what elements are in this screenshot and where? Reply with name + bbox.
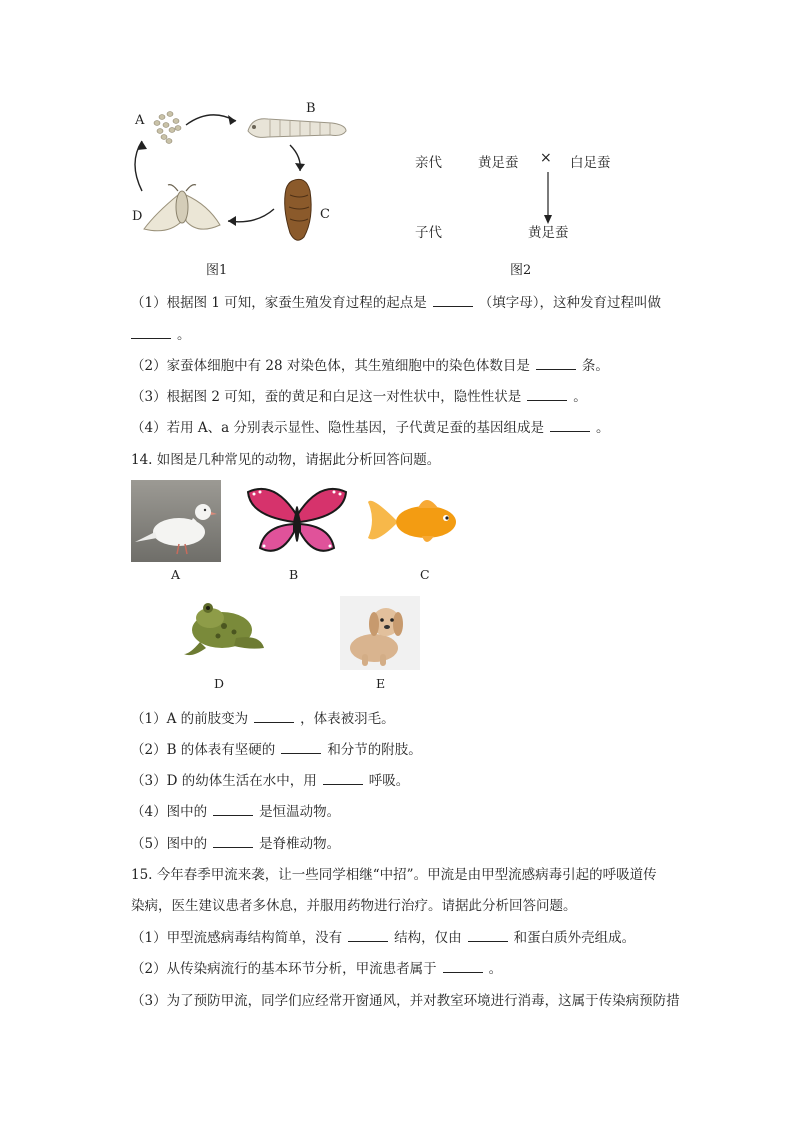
answer-blank[interactable] — [254, 710, 294, 723]
animal-label-e: E — [376, 676, 386, 691]
q13-part1-cont: 。 — [131, 323, 191, 343]
cross-sign: × — [540, 150, 552, 166]
parent-generation-label: 亲代 — [415, 155, 442, 171]
q14-title: 14. 如图是几种常见的动物，请据此分析回答问题。 — [131, 452, 441, 468]
figure-2-caption: 图2 — [510, 263, 532, 278]
q15-title-line1: 15. 今年春季甲流来袭，让一些同学相继“中招”。甲流是由甲型流感病毒引起的呼吸道传 — [131, 867, 657, 883]
q15-title-line2: 染病，医生建议患者多休息，并服用药物进行治疗。请据此分析回答问题。 — [131, 898, 577, 914]
stage-label-c: C — [320, 207, 330, 222]
animal-label-b: B — [289, 567, 299, 582]
silkworm-eggs-image — [154, 112, 181, 144]
answer-blank[interactable] — [443, 960, 483, 973]
animal-b-butterfly-image — [244, 484, 350, 560]
q13-part1: （1）根据图 1 可知，家蚕生殖发育过程的起点是 （填字母），这种发育过程叫做 — [131, 295, 662, 311]
q15-part3: （3）为了预防甲流，同学们应经常开窗通风，并对教室环境进行消毒，这属于传染病预防措 — [131, 993, 680, 1009]
answer-blank[interactable] — [468, 929, 508, 942]
parent-yellow-foot: 黄足蚕 — [478, 155, 519, 171]
answer-blank[interactable] — [433, 294, 473, 307]
animal-label-a: A — [171, 567, 181, 582]
figure-1-caption: 图1 — [206, 263, 228, 278]
answer-blank[interactable] — [536, 357, 576, 370]
animal-label-d: D — [214, 676, 225, 691]
q15-part1: （1）甲型流感病毒结构简单，没有 结构，仅由 和蛋白质外壳组成。 — [131, 930, 636, 946]
parent-white-foot: 白足蚕 — [570, 155, 611, 171]
figure-1 — [120, 95, 360, 280]
stage-label-d: D — [132, 209, 143, 224]
q14-part5: （5）图中的 是脊椎动物。 — [131, 836, 341, 852]
offspring-generation-label: 子代 — [415, 225, 442, 241]
q14-part4: （4）图中的 是恒温动物。 — [131, 804, 341, 820]
answer-blank[interactable] — [281, 741, 321, 754]
q13-part2: （2）家蚕体细胞中有 28 对染色体，其生殖细胞中的染色体数目是 条。 — [131, 358, 609, 374]
answer-blank[interactable] — [348, 929, 388, 942]
silkworm-moth-image — [144, 185, 220, 231]
stage-label-a: A — [135, 113, 145, 128]
silkworm-pupa-image — [285, 179, 311, 240]
q13-part3: （3）根据图 2 可知，蚕的黄足和白足这一对性状中，隐性性状是 。 — [131, 389, 587, 405]
q15-part2: （2）从传染病流行的基本环节分析，甲流患者属于 。 — [131, 961, 503, 977]
stage-label-b: B — [306, 101, 316, 116]
answer-blank[interactable] — [550, 419, 590, 432]
animal-c-goldfish-image — [366, 490, 468, 552]
silkworm-larva-image — [248, 119, 346, 138]
answer-blank[interactable] — [213, 835, 253, 848]
answer-blank[interactable] — [213, 803, 253, 816]
animal-label-c: C — [420, 567, 430, 582]
animal-a-dove-image — [131, 480, 221, 562]
animal-d-frog-image — [180, 588, 268, 662]
figure-2 — [400, 140, 640, 280]
answer-blank[interactable] — [527, 388, 567, 401]
animal-e-puppy-image — [340, 596, 420, 670]
q14-part2: （2）B 的体表有坚硬的 和分节的附肢。 — [131, 742, 422, 758]
q13-part4: （4）若用 A、a 分别表示显性、隐性基因，子代黄足蚕的基因组成是 。 — [131, 420, 610, 436]
q14-part3: （3）D 的幼体生活在水中，用 呼吸。 — [131, 773, 410, 789]
answer-blank[interactable] — [323, 772, 363, 785]
q14-part1: （1）A 的前肢变为 ，体表被羽毛。 — [131, 711, 395, 727]
offspring-yellow-foot: 黄足蚕 — [528, 225, 569, 241]
silkworm-cycle-diagram — [120, 95, 360, 255]
answer-blank[interactable] — [131, 326, 171, 339]
